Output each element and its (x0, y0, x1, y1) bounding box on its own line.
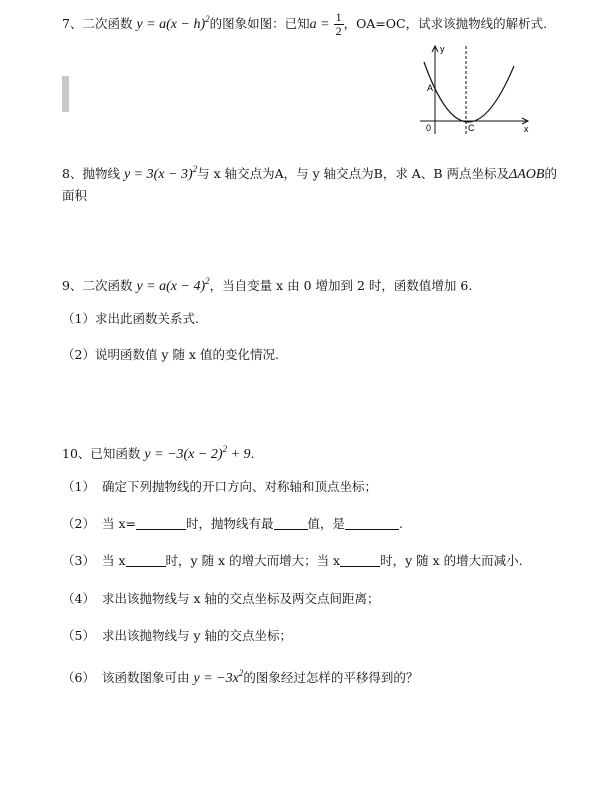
answer-blank[interactable] (136, 517, 186, 530)
question-number: 9、 (62, 278, 83, 293)
formula: $y = -3x^2$ (193, 668, 244, 686)
question-10-item-3: （3） 当 x 时，y 随 x 的增大而增大；当 x 时，y 随 x 的增大而减小. (62, 553, 523, 568)
question-8-line-2: 面积 (62, 188, 88, 203)
formula: a = (309, 17, 330, 32)
question-number: 10、 (62, 446, 91, 461)
question-text: ，OA=OC，试求该抛物线的解析式. (343, 16, 548, 31)
question-9-sub-2: （2）说明函数值 y 随 x 值的变化情况. (62, 347, 279, 362)
parabola-curve (424, 62, 514, 122)
question-10-line (62, 440, 254, 464)
question-text: 的图象如图：已知 (209, 16, 310, 31)
question-10-item-1: （1） 确定下列抛物线的开口方向、对称轴和顶点坐标； (62, 479, 378, 494)
origin-label: 0 (426, 123, 432, 133)
question-10-item-4: （4） 求出该抛物线与 x 轴的交点坐标及两交点间距离； (62, 591, 380, 606)
formula: ΔAOB (509, 167, 545, 182)
x-label: x (524, 124, 529, 134)
question-number: 7、 (62, 16, 83, 31)
parabola-graph (418, 42, 536, 138)
question-text: . (250, 446, 255, 461)
answer-blank[interactable] (340, 554, 380, 567)
question-text: 的 (544, 166, 557, 181)
question-text: 已知函数 (90, 446, 141, 461)
question-text: 二次函数 (82, 278, 133, 293)
question-text: ，当自变量 x 由 0 增加到 2 时，函数值增加 6. (209, 278, 473, 293)
formula: $y = a(x - h)^2$ (136, 14, 210, 32)
question-text: 抛物线 (82, 166, 120, 181)
formula: $y = -3(x - 2)^2 + 9$ (144, 444, 251, 462)
formula: $y = a(x - 4)^2$ (136, 276, 210, 294)
answer-blank[interactable] (126, 554, 166, 567)
question-text: 与 x 轴交点为A，与 y 轴交点为B，求 A、B 两点坐标及 (197, 166, 509, 181)
question-10-item-6: （6） 该函数图象可由 $y = -3x^2$的图象经过怎样的平移得到的？ (62, 668, 419, 686)
question-text: 二次函数 (82, 16, 133, 31)
y-label: y (440, 44, 445, 54)
question-9-line (62, 272, 472, 296)
question-10-item-5: （5） 求出该抛物线与 y 轴的交点坐标； (62, 628, 293, 643)
answer-blank[interactable] (274, 517, 308, 530)
question-number: 8、 (62, 166, 83, 181)
question-10-item-2: （2） 当 x= 时，抛物线有最 值，是 . (62, 516, 404, 531)
fraction: $\frac{1}{2}$ (335, 10, 342, 38)
formula: $y = 3(x - 3)^2$ (123, 164, 198, 182)
question-9-sub-1: （1）求出此函数关系式. (62, 311, 199, 326)
point-c-label: C (468, 123, 475, 133)
answer-blank[interactable] (345, 517, 399, 530)
question-8-line (62, 160, 557, 184)
scroll-marker (62, 76, 69, 112)
point-a-label: A (427, 83, 434, 93)
question-7-line (62, 10, 547, 38)
